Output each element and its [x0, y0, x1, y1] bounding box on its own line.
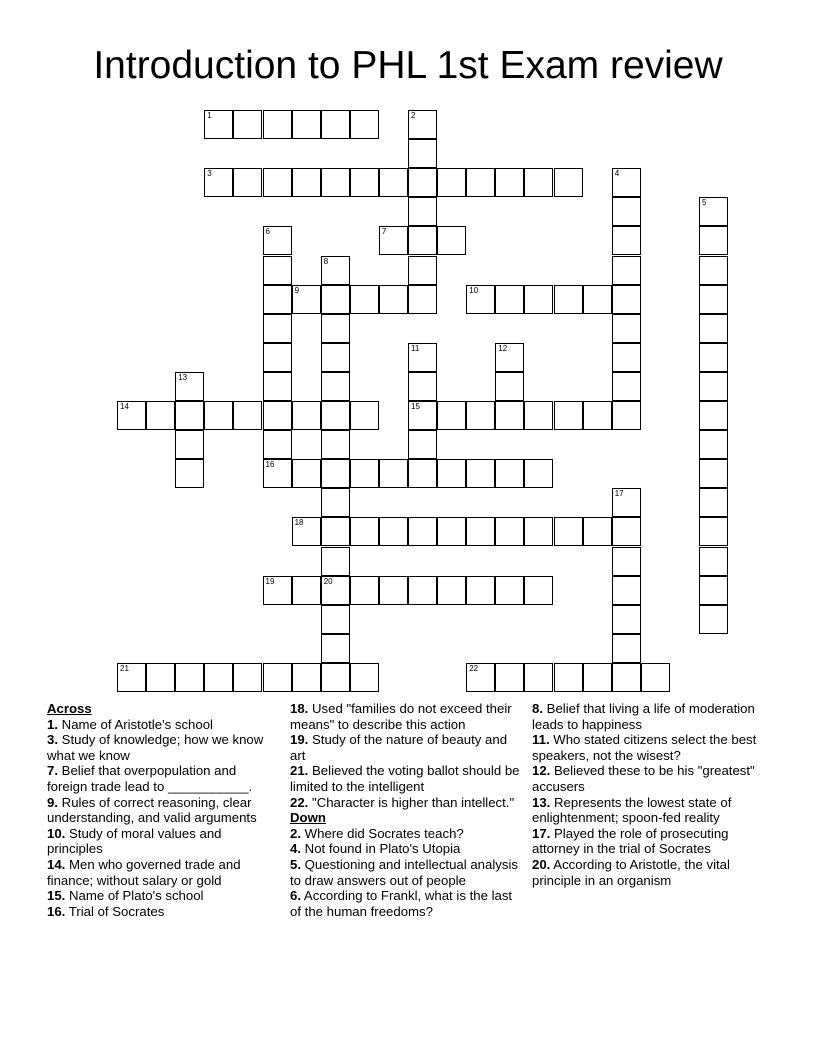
grid-cell[interactable] — [263, 256, 292, 285]
grid-cell[interactable] — [263, 401, 292, 430]
clue — [532, 826, 764, 857]
grid-cell[interactable] — [263, 430, 292, 459]
grid-cell[interactable] — [175, 372, 204, 401]
clue-number: 16. — [47, 903, 66, 919]
grid-cell[interactable] — [437, 459, 466, 488]
clue-number: 21 — [120, 663, 129, 673]
grid-cell[interactable] — [583, 285, 612, 314]
grid-cell[interactable] — [321, 256, 350, 285]
grid-cell[interactable] — [699, 285, 728, 314]
grid-cell[interactable] — [641, 663, 670, 692]
clue-number: 8. — [532, 701, 543, 716]
clue-number: 10. — [47, 825, 66, 841]
grid-cell[interactable] — [524, 517, 553, 546]
clue-number: 9 — [294, 285, 300, 295]
clue — [290, 732, 522, 763]
clue-text: Study of moral values and principles — [47, 825, 222, 857]
grid-cell[interactable] — [350, 285, 379, 314]
grid-cell[interactable] — [466, 401, 495, 430]
clue — [290, 763, 522, 794]
clue-number: 12 — [498, 343, 508, 353]
grid-cell[interactable] — [408, 256, 437, 285]
grid-cell[interactable] — [263, 372, 292, 401]
clue-number: 21. — [290, 763, 309, 779]
clue-text: Believed the voting ballot should be limited to the intelligent — [290, 763, 520, 794]
grid-cell[interactable] — [292, 459, 321, 488]
clue — [532, 701, 764, 732]
grid-cell[interactable] — [350, 663, 379, 692]
grid-cell[interactable] — [699, 430, 728, 459]
grid-cell[interactable] — [204, 168, 233, 197]
grid-cell[interactable] — [437, 401, 466, 430]
grid-cell[interactable] — [408, 430, 437, 459]
grid-cell[interactable] — [437, 168, 466, 197]
grid-cell[interactable] — [699, 372, 728, 401]
clue — [290, 888, 522, 919]
grid-cell[interactable] — [495, 168, 524, 197]
grid-cell[interactable] — [292, 663, 321, 692]
grid-cell[interactable] — [437, 226, 466, 255]
grid-cell[interactable] — [379, 517, 408, 546]
grid-cell[interactable] — [350, 517, 379, 546]
grid-cell[interactable] — [699, 605, 728, 634]
clue-text: Name of Aristotle's school — [58, 716, 213, 732]
grid-cell[interactable] — [699, 343, 728, 372]
grid-cell[interactable] — [699, 517, 728, 546]
clue — [47, 795, 279, 826]
grid-cell[interactable] — [699, 547, 728, 576]
grid-cell[interactable] — [233, 110, 262, 139]
grid-cell[interactable] — [204, 663, 233, 692]
grid-cell[interactable] — [583, 663, 612, 692]
clue-number: 22 — [469, 663, 479, 673]
clue-number: 14. — [47, 856, 66, 872]
grid-cell[interactable] — [495, 343, 524, 372]
clue — [47, 857, 279, 888]
clue-number: 3 — [207, 169, 212, 179]
grid-cell[interactable] — [321, 605, 350, 634]
clue — [290, 795, 522, 811]
clue-number: 11. — [532, 732, 550, 748]
clue-number: 7. — [47, 763, 58, 779]
grid-cell[interactable] — [554, 285, 583, 314]
clue-number: 19. — [290, 732, 309, 748]
grid-cell[interactable] — [379, 459, 408, 488]
grid-cell[interactable] — [263, 226, 292, 255]
grid-cell[interactable] — [292, 576, 321, 605]
grid-cell[interactable] — [350, 459, 379, 488]
clue-number: 18. — [290, 701, 309, 716]
grid-cell[interactable] — [292, 285, 321, 314]
grid-cell[interactable] — [408, 197, 437, 226]
clue — [47, 826, 279, 857]
grid-cell[interactable] — [321, 488, 350, 517]
grid-cell[interactable] — [495, 401, 524, 430]
clue — [290, 701, 522, 732]
grid-cell[interactable] — [350, 576, 379, 605]
grid-cell[interactable] — [321, 168, 350, 197]
grid-cell[interactable] — [233, 401, 262, 430]
clue-number: 3. — [47, 732, 58, 748]
grid-cell[interactable] — [263, 168, 292, 197]
grid-cell[interactable] — [495, 663, 524, 692]
grid-cell[interactable] — [263, 576, 292, 605]
clue — [47, 904, 279, 920]
clue-text: Used "families do not exceed their means" to describe this action — [290, 701, 512, 732]
clue-number: 13 — [178, 372, 188, 382]
grid-cell[interactable] — [612, 576, 641, 605]
clue — [532, 857, 764, 888]
grid-cell[interactable] — [379, 576, 408, 605]
grid-cell[interactable] — [263, 314, 292, 343]
clues-column-3 — [532, 701, 764, 888]
grid-cell[interactable] — [175, 459, 204, 488]
clue-text: Trial of Socrates — [65, 903, 165, 919]
grid-cell[interactable] — [204, 401, 233, 430]
grid-cell[interactable] — [466, 663, 495, 692]
grid-cell[interactable] — [408, 285, 437, 314]
clue-number: 12. — [532, 763, 551, 779]
clue-number: 2. — [290, 825, 301, 841]
clue — [532, 795, 764, 826]
grid-cell[interactable] — [408, 226, 437, 255]
grid-cell[interactable] — [524, 401, 553, 430]
grid-cell[interactable] — [554, 168, 583, 197]
grid-cell[interactable] — [612, 314, 641, 343]
clue-text: Who stated citizens select the best speakers, not the wisest? — [532, 732, 757, 763]
clue — [47, 763, 279, 794]
grid-cell[interactable] — [466, 459, 495, 488]
clue-number: 20 — [323, 576, 333, 586]
grid-cell[interactable] — [321, 401, 350, 430]
grid-cell[interactable] — [466, 576, 495, 605]
grid-cell[interactable] — [524, 663, 553, 692]
clues-column-2 — [290, 701, 522, 919]
grid-cell[interactable] — [321, 285, 350, 314]
grid-cell[interactable] — [350, 168, 379, 197]
grid-cell[interactable] — [554, 401, 583, 430]
grid-cell[interactable] — [263, 459, 292, 488]
clue — [290, 841, 522, 857]
grid-cell[interactable] — [117, 663, 146, 692]
grid-cell[interactable] — [379, 226, 408, 255]
clue-number: 4 — [614, 169, 620, 179]
grid-cell[interactable] — [146, 401, 175, 430]
clue-number: 15. — [47, 888, 66, 904]
clue-number: 18 — [294, 518, 304, 528]
grid-cell[interactable] — [612, 285, 641, 314]
clue — [47, 732, 279, 763]
grid-cell[interactable] — [583, 401, 612, 430]
down-heading: Down — [290, 810, 326, 826]
grid-cell[interactable] — [379, 168, 408, 197]
clue-number: 1. — [47, 716, 58, 732]
grid-cell[interactable] — [699, 488, 728, 517]
grid-cell[interactable] — [612, 372, 641, 401]
grid-cell[interactable] — [408, 110, 437, 139]
grid-cell[interactable] — [408, 343, 437, 372]
grid-cell[interactable] — [554, 663, 583, 692]
grid-cell[interactable] — [466, 517, 495, 546]
grid-cell[interactable] — [233, 663, 262, 692]
grid-cell[interactable] — [321, 663, 350, 692]
clue-text: Questioning and intellectual analysis to draw answers out of people — [290, 856, 518, 888]
clue-number: 11 — [411, 343, 420, 353]
grid-cell[interactable] — [583, 517, 612, 546]
grid-cell[interactable] — [612, 168, 641, 197]
grid-cell[interactable] — [699, 226, 728, 255]
grid-cell[interactable] — [408, 459, 437, 488]
clue-text: Rules of correct reasoning, clear understanding, and valid arguments — [47, 794, 257, 826]
grid-cell[interactable] — [321, 459, 350, 488]
grid-cell[interactable] — [146, 663, 175, 692]
grid-cell[interactable] — [263, 110, 292, 139]
clue — [47, 888, 279, 904]
clue-number: 22. — [290, 794, 309, 810]
grid-cell[interactable] — [612, 634, 641, 663]
grid-cell[interactable] — [175, 401, 204, 430]
grid-cell[interactable] — [495, 372, 524, 401]
clue-text: Men who governed trade and finance; without salary or gold — [47, 856, 241, 888]
clue — [47, 717, 279, 733]
grid-cell[interactable] — [175, 430, 204, 459]
grid-cell[interactable] — [321, 110, 350, 139]
grid-cell[interactable] — [321, 576, 350, 605]
grid-cell[interactable] — [408, 576, 437, 605]
grid-cell[interactable] — [524, 459, 553, 488]
clue-number: 6 — [265, 227, 270, 237]
clue-number: 20. — [532, 856, 551, 872]
clue-text: Played the role of prosecuting attorney in the trial of Socrates — [532, 825, 729, 857]
clue-text: Where did Socrates teach? — [301, 825, 464, 841]
clue-number: 5 — [702, 198, 707, 208]
grid-cell[interactable] — [263, 343, 292, 372]
clues-column-1 — [47, 701, 279, 919]
clue-number: 7 — [381, 227, 387, 237]
grid-cell[interactable] — [350, 401, 379, 430]
grid-cell[interactable] — [612, 663, 641, 692]
grid-cell[interactable] — [233, 168, 262, 197]
across-heading: Across — [47, 701, 92, 716]
grid-cell[interactable] — [408, 168, 437, 197]
grid-cell[interactable] — [699, 401, 728, 430]
grid-cell[interactable] — [466, 285, 495, 314]
grid-cell[interactable] — [495, 459, 524, 488]
clue-text: Believed these to be his "greatest" accusers — [532, 763, 755, 794]
grid-cell[interactable] — [117, 401, 146, 430]
grid-cell[interactable] — [612, 401, 641, 430]
grid-cell[interactable] — [612, 343, 641, 372]
clue — [532, 732, 764, 763]
clue-number: 1 — [207, 111, 212, 120]
grid-cell[interactable] — [204, 110, 233, 139]
grid-cell[interactable] — [175, 663, 204, 692]
clue-text: Represents the lowest state of enlightenment; spoon-fed reality — [532, 794, 732, 826]
page-title: Introduction to PHL 1st Exam review — [93, 44, 723, 87]
grid-cell[interactable] — [263, 663, 292, 692]
grid-cell[interactable] — [612, 197, 641, 226]
grid-cell[interactable] — [321, 547, 350, 576]
grid-cell[interactable] — [612, 488, 641, 517]
grid-cell[interactable] — [408, 517, 437, 546]
clue-text: According to Frankl, what is the last of the human freedoms? — [290, 888, 513, 919]
grid-cell[interactable] — [321, 430, 350, 459]
clue-number: 13. — [532, 794, 551, 810]
clue-text: "Character is higher than intellect." — [308, 794, 515, 810]
grid-cell[interactable] — [466, 168, 495, 197]
clue-text: Study of the nature of beauty and art — [290, 732, 508, 763]
clue-text: Study of knowledge; how we know what we know — [47, 732, 264, 763]
grid-cell[interactable] — [495, 285, 524, 314]
grid-cell[interactable] — [524, 285, 553, 314]
grid-cell[interactable] — [524, 168, 553, 197]
grid-cell[interactable] — [699, 314, 728, 343]
grid-cell[interactable] — [321, 343, 350, 372]
clue-text: Belief that living a life of moderation leads to happiness — [532, 701, 755, 732]
grid-cell[interactable] — [699, 197, 728, 226]
clue-text: Name of Plato's school — [65, 888, 204, 904]
grid-cell[interactable] — [554, 517, 583, 546]
clue-number: 10 — [469, 285, 479, 295]
grid-cell[interactable] — [699, 576, 728, 605]
clue — [290, 857, 522, 888]
grid-cell[interactable] — [321, 517, 350, 546]
clue-number: 8 — [323, 256, 329, 266]
clue-number: 17 — [614, 489, 624, 499]
clue-number: 19 — [265, 576, 275, 586]
clue-number: 2 — [411, 111, 416, 120]
grid-cell[interactable] — [263, 285, 292, 314]
clue — [532, 763, 764, 794]
clue-number: 9. — [47, 794, 58, 810]
grid-cell[interactable] — [292, 401, 321, 430]
grid-cell[interactable] — [379, 285, 408, 314]
grid-cell[interactable] — [437, 576, 466, 605]
grid-cell[interactable] — [612, 605, 641, 634]
grid-cell[interactable] — [495, 576, 524, 605]
clue — [290, 826, 522, 842]
grid-cell[interactable] — [321, 314, 350, 343]
clue-number: 6. — [290, 888, 301, 904]
clue-number: 15 — [411, 402, 420, 411]
grid-cell[interactable] — [612, 226, 641, 255]
grid-cell[interactable] — [612, 517, 641, 546]
clue-text: Belief that overpopulation and foreign trade lead to ___________. — [47, 763, 253, 794]
grid-cell[interactable] — [321, 634, 350, 663]
grid-cell[interactable] — [524, 576, 553, 605]
grid-cell[interactable] — [699, 256, 728, 285]
clue-number: 16 — [265, 460, 275, 470]
clue-number: 5. — [290, 856, 301, 872]
grid-cell[interactable] — [321, 372, 350, 401]
grid-cell[interactable] — [292, 517, 321, 546]
grid-cell[interactable] — [437, 517, 466, 546]
clue-number: 17. — [532, 825, 551, 841]
clue-text: According to Aristotle, the vital principle in an organism — [532, 856, 730, 888]
grid-cell[interactable] — [408, 372, 437, 401]
grid-cell[interactable] — [292, 110, 321, 139]
grid-cell[interactable] — [495, 517, 524, 546]
grid-cell[interactable] — [408, 139, 437, 168]
grid-cell[interactable] — [350, 110, 379, 139]
grid-cell[interactable] — [612, 256, 641, 285]
grid-cell[interactable] — [292, 168, 321, 197]
clue-number: 14 — [120, 402, 129, 411]
clue-number: 4. — [290, 841, 301, 857]
grid-cell[interactable] — [612, 547, 641, 576]
grid-cell[interactable] — [699, 459, 728, 488]
clue-text: Not found in Plato's Utopia — [301, 841, 461, 857]
grid-cell[interactable] — [408, 401, 437, 430]
